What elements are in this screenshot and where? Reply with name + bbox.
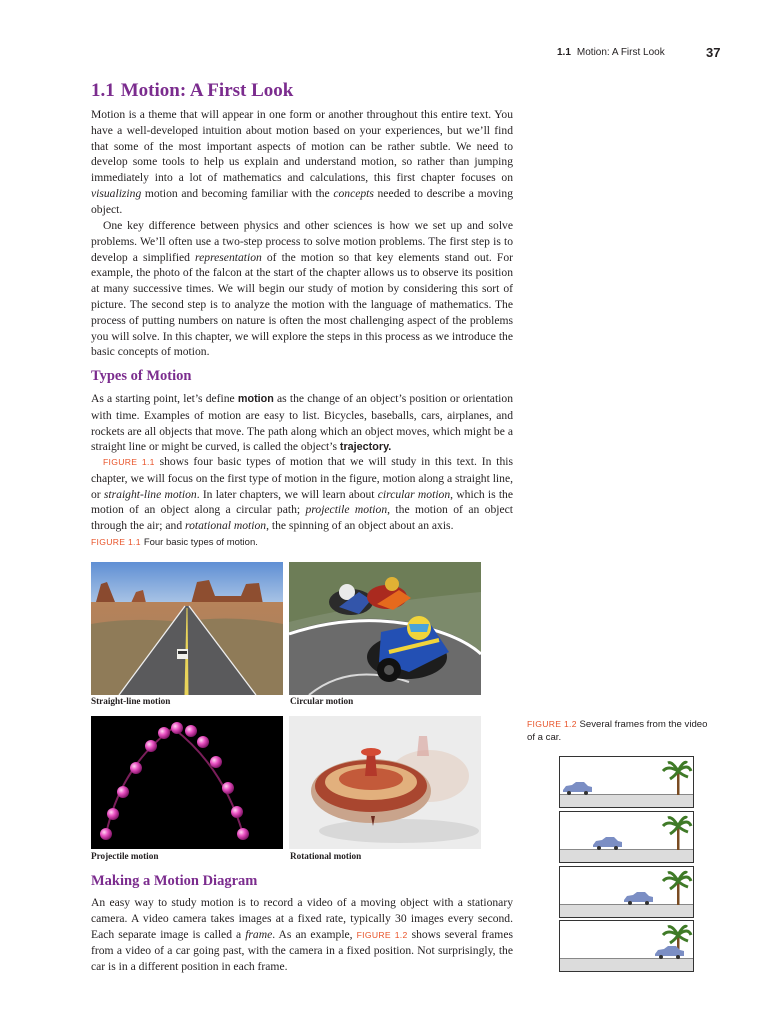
car-icon bbox=[593, 837, 622, 850]
heading-types-of-motion: Types of Motion bbox=[91, 368, 192, 384]
video-frame-2 bbox=[559, 811, 694, 863]
page-number: 37 bbox=[706, 45, 721, 60]
panel-label-circular: Circular motion bbox=[290, 696, 354, 706]
video-frame-3 bbox=[559, 866, 694, 918]
intro-paragraph-1: Motion is a theme that will appear in one form or another throughout this entire text. You have a well-developed intuition about motion based on your experiences, but we’ll find that some of the most important aspects of motion can be rather subtle. We need to develop some tools to help us explain and understand motion, so rather than jumping immediately into a lot of mathematics and calculations, this first chapter focuses on visualizing motion and becoming familiar with the concepts needed to describe a moving object. bbox=[91, 108, 513, 216]
palm-tree-icon bbox=[663, 762, 691, 795]
panel-label-rotational: Rotational motion bbox=[290, 851, 362, 861]
types-paragraph-2: FIGURE 1.1 shows four basic types of motion that we will study in this text. In this chapter, we will focus on the first type of motion in the figure, motion along a straight line, or straight-line motion. In later chapters, we will learn about circular motion, which is the motion of an object along a circular path; projectile motion, the motion of an object through the air; and rotational motion, the spinning of an object about an axis. bbox=[91, 455, 513, 533]
header-section: 1.1 Motion: A First Look bbox=[557, 47, 665, 58]
car-icon bbox=[563, 782, 592, 795]
palm-tree-icon bbox=[663, 872, 691, 905]
figure-1-2-caption: FIGURE 1.2 Several frames from the video of a car. bbox=[527, 719, 708, 743]
heading-making-a-motion-diagram: Making a Motion Diagram bbox=[91, 873, 258, 889]
palm-tree-icon bbox=[663, 817, 691, 850]
video-frame-4 bbox=[559, 920, 694, 972]
rotational-motion-photo bbox=[289, 716, 481, 849]
intro-paragraph-2: One key difference between physics and other sciences is how we set up and solve problems. We’ll often use a two-step process to solve motion problems. The first step is to develop a simplified representation of the motion so that key elements stand out. For example, the photo of the falcon at the start of the chapter allows us to observe its position at many successive times. We will begin our study of motion by considering this sort of picture. The second step is to analyze the motion with the language of mathematics. The process of putting numbers on nature is often the most challenging aspect of the problems you will solve. In this chapter, we will explore the steps in this process as we introduce the basic concepts of motion. bbox=[91, 219, 513, 359]
projectile-motion-photo bbox=[91, 716, 283, 849]
circular-motion-photo bbox=[289, 562, 481, 695]
running-header bbox=[0, 45, 768, 61]
car-icon bbox=[655, 946, 684, 959]
section-title: 1.1 Motion: A First Look bbox=[91, 80, 294, 101]
straight-line-motion-photo bbox=[91, 562, 283, 695]
types-paragraph-1: As a starting point, let’s define motion as the change of an object’s position or orientation with time. Examples of motion are easy to list. Bicycles, baseballs, cars, airplanes, and rockets are all objects that move. The path along which an object moves, which might be a straight line or might be curved, is called the object’s trajectory. bbox=[91, 392, 513, 454]
car-icon bbox=[624, 892, 653, 905]
panel-label-projectile: Projectile motion bbox=[91, 851, 159, 861]
video-frame-1 bbox=[559, 756, 694, 808]
figure-1-1-caption: FIGURE 1.1 Four basic types of motion. bbox=[91, 537, 258, 548]
panel-label-straight-line: Straight-line motion bbox=[91, 696, 171, 706]
diagram-paragraph: An easy way to study motion is to record a video of a moving object with a stationary camera. A video camera takes images at a fixed rate, typically 30 images every second. Each separate image is called a frame. As an example, FIGURE 1.2 shows several frames from a video of a car going past, with the camera in a fixed position. Not surprisingly, the car is in a different position in each frame. bbox=[91, 896, 513, 974]
